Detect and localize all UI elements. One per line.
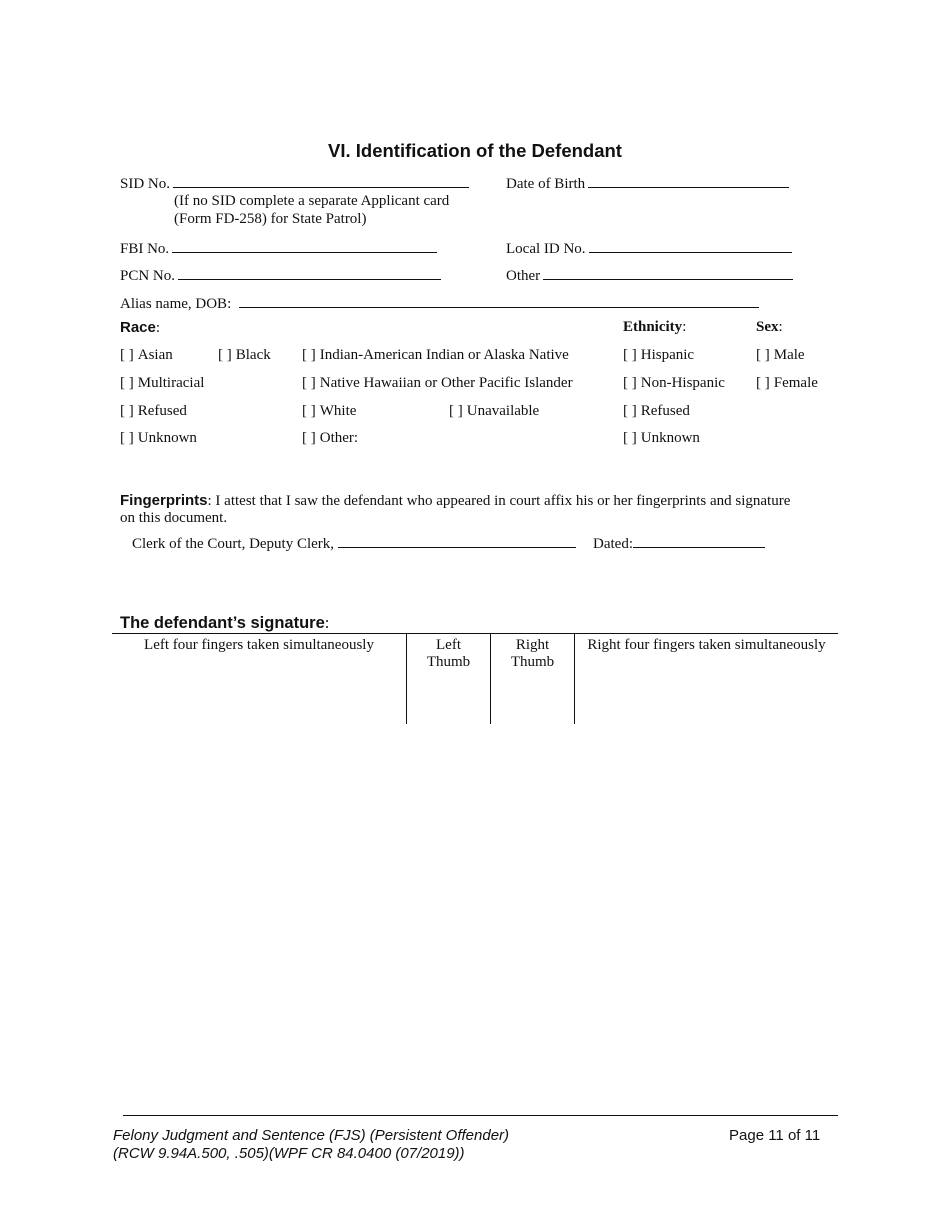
local-id-label: Local ID No. [506,241,586,257]
checkbox[interactable]: [ ] [218,347,232,363]
dated-field[interactable] [593,535,765,553]
pcn-field[interactable] [120,267,441,285]
sid-field[interactable] [120,175,469,193]
dob-line[interactable] [588,175,789,188]
checkbox[interactable]: [ ] [120,347,134,363]
alias-label: Alias name, DOB: [120,296,232,312]
fingerprints-heading: Fingerprints [120,492,208,509]
checkbox[interactable]: [ ] [302,375,316,391]
race-option-unavailable[interactable]: [ ] Unavailable [449,403,540,419]
sid-line[interactable] [173,175,469,188]
right-thumb-box[interactable]: Right Thumb [490,634,574,724]
right-four-fingers-box[interactable]: Right four fingers taken simultaneously [574,634,838,724]
race-option-black[interactable]: [ ] Black [218,347,271,363]
checkbox[interactable]: [ ] [756,347,770,363]
checkbox[interactable]: [ ] [756,375,770,391]
pcn-label: PCN No. [120,268,176,284]
dob-field[interactable] [506,175,789,193]
fingerprint-table [112,633,838,724]
race-option-unknown[interactable]: [ ] Unknown [120,430,197,446]
sid-note-2: (Form FD-258) for State Patrol) [174,211,367,227]
race-option-indian[interactable]: [ ] Indian-American Indian or Alaska Native [302,347,569,363]
sex-heading: Sex: [756,319,783,335]
footer-page-number: Page 11 of 11 [729,1127,821,1144]
left-thumb-box[interactable]: Left Thumb [406,634,490,724]
dated-line[interactable] [633,535,765,548]
ethnicity-option-non-hispanic[interactable]: [ ] Non-Hispanic [623,375,725,391]
dated-label: Dated: [593,536,633,552]
fbi-field[interactable] [120,240,437,258]
fingerprints-statement: Fingerprints: I attest that I saw the defendant who appeared in court affix his or her fingerprints and signature [120,492,791,509]
checkbox[interactable]: [ ] [623,375,637,391]
sex-option-female[interactable]: [ ] Female [756,375,818,391]
race-option-refused[interactable]: [ ] Refused [120,403,187,419]
footer-rule [123,1115,838,1116]
checkbox[interactable]: [ ] [302,347,316,363]
checkbox[interactable]: [ ] [449,403,463,419]
checkbox[interactable]: [ ] [623,347,637,363]
fingerprints-statement-cont: on this document. [120,510,228,526]
checkbox[interactable]: [ ] [120,375,134,391]
fbi-label: FBI No. [120,241,170,257]
local-id-line[interactable] [589,240,792,253]
race-option-asian[interactable]: [ ] Asian [120,347,173,363]
ethnicity-option-unknown[interactable]: [ ] Unknown [623,430,700,446]
alias-line[interactable] [239,295,759,308]
checkbox[interactable]: [ ] [302,403,316,419]
checkbox[interactable]: [ ] [120,430,134,446]
alias-field[interactable] [120,295,759,313]
ethnicity-option-hispanic[interactable]: [ ] Hispanic [623,347,695,363]
ethnicity-heading: Ethnicity: [623,319,687,335]
ethnicity-option-refused[interactable]: [ ] Refused [623,403,690,419]
left-four-fingers-box[interactable]: Left four fingers taken simultaneously [144,637,374,653]
sid-note-1: (If no SID complete a separate Applicant card [174,193,450,209]
clerk-signature-line[interactable] [338,535,576,548]
clerk-label: Clerk of the Court, Deputy Clerk, [132,536,335,552]
checkbox[interactable]: [ ] [623,430,637,446]
pcn-line[interactable] [178,267,441,280]
race-option-white[interactable]: [ ] White [302,403,357,419]
other-id-field[interactable] [506,267,793,285]
section-title: VI. Identification of the Defendant [328,140,622,161]
other-id-line[interactable] [543,267,793,280]
race-option-other[interactable]: [ ] Other: [302,430,359,446]
race-option-multiracial[interactable]: [ ] Multiracial [120,375,205,391]
race-option-hawaiian[interactable]: [ ] Native Hawaiian or Other Pacific Islander [302,375,573,391]
local-id-field[interactable] [506,240,792,258]
race-heading: Race: [120,319,161,336]
sid-label: SID No. [120,176,171,192]
checkbox[interactable]: [ ] [120,403,134,419]
checkbox[interactable]: [ ] [302,430,316,446]
other-id-label: Other [506,268,541,284]
checkbox[interactable]: [ ] [623,403,637,419]
sex-option-male[interactable]: [ ] Male [756,347,805,363]
dob-label: Date of Birth [506,176,586,192]
footer-form-name: Felony Judgment and Sentence (FJS) (Persistent Offender) [113,1127,510,1144]
fbi-line[interactable] [172,240,437,253]
clerk-signature-field[interactable] [132,535,576,553]
footer-form-code: (RCW 9.94A.500, .505)(WPF CR 84.0400 (07/2019)) [113,1145,465,1162]
signature-heading: The defendant’s signature: [120,613,330,632]
